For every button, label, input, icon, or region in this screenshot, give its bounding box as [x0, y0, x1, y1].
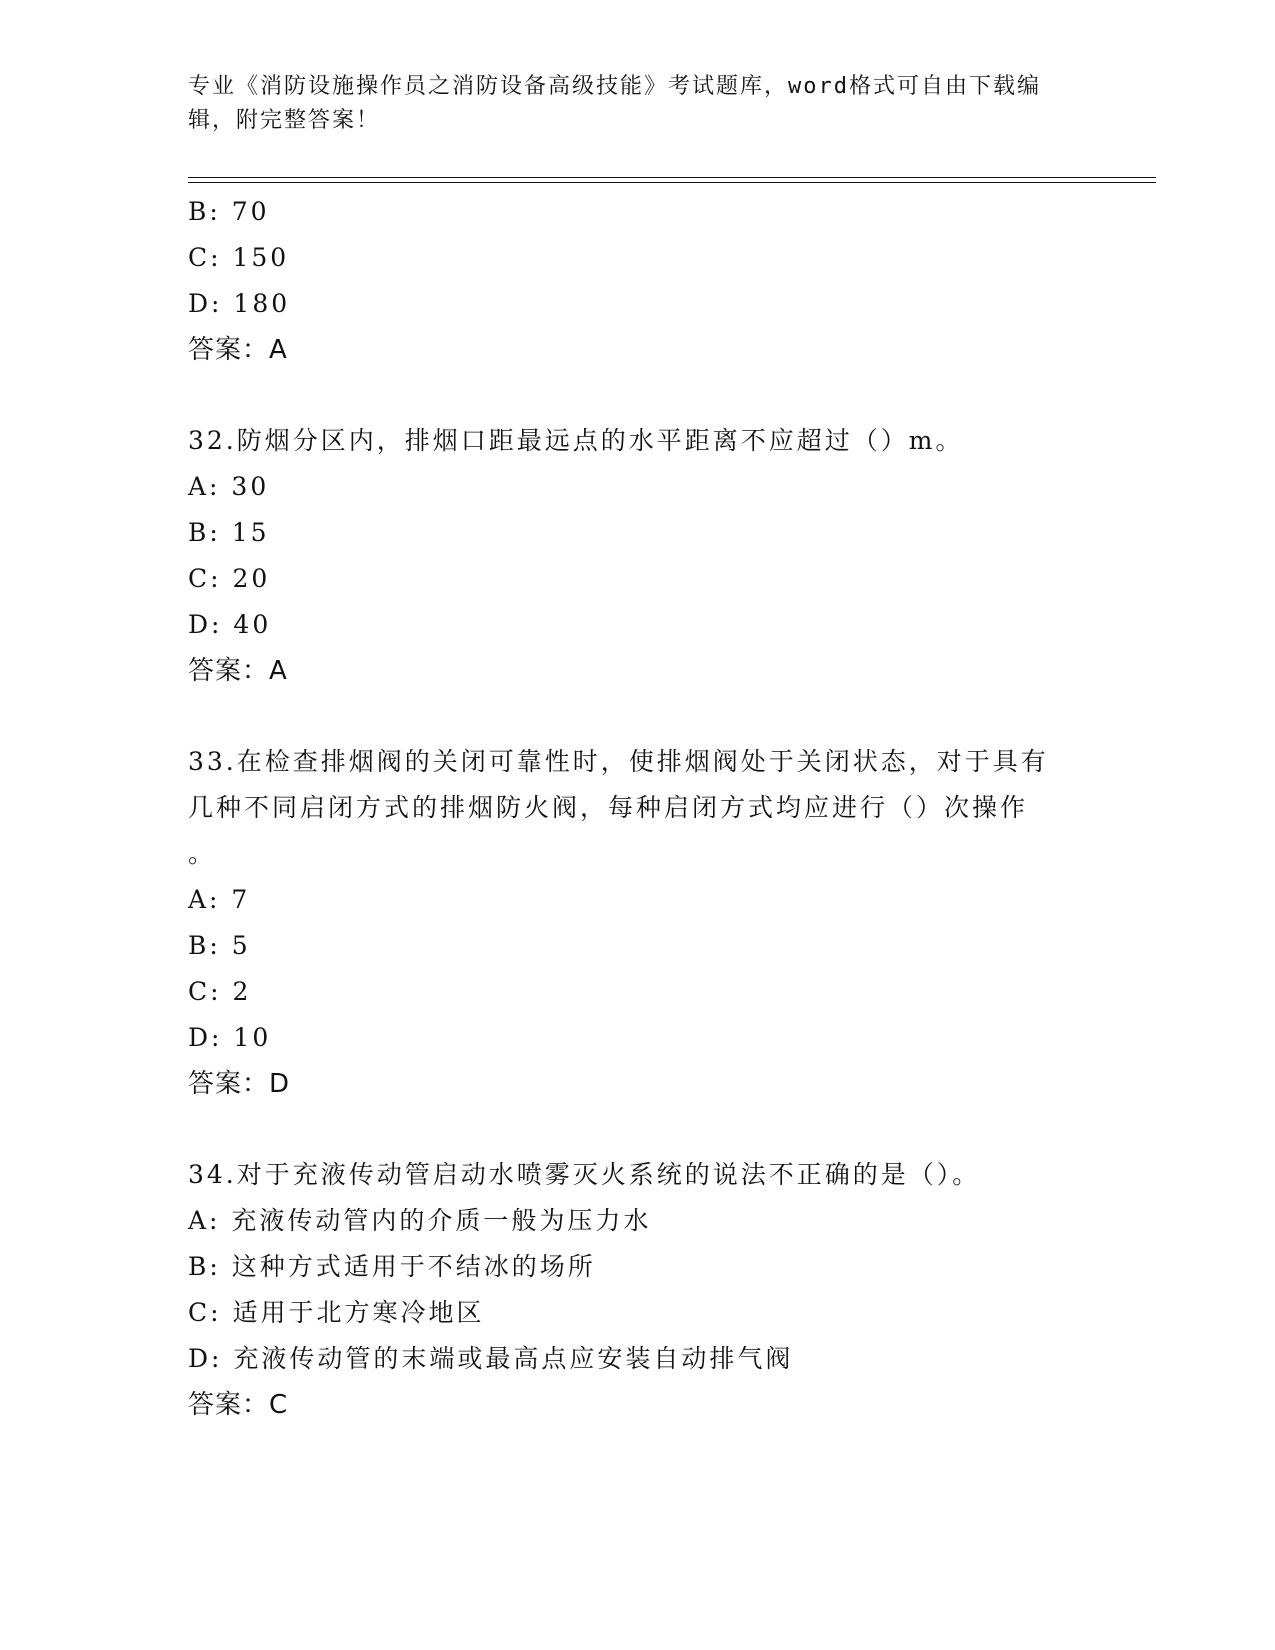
- option-b: B: 15: [188, 518, 270, 547]
- question-block-31: [188, 189, 1088, 373]
- question-list: [188, 189, 1088, 1428]
- question-block-34: [188, 1152, 1088, 1428]
- option-b: B: 5: [188, 931, 251, 960]
- option-b: B: 这种方式适用于不结冰的场所: [188, 1252, 596, 1281]
- option-c: C: 2: [188, 977, 252, 1006]
- option-b: B: 70: [188, 197, 270, 226]
- spacer: [188, 694, 1088, 739]
- question-block-32: [188, 418, 1088, 694]
- option-c: C: 150: [188, 243, 290, 272]
- answer-line: 答案：D: [188, 1069, 291, 1099]
- question-stem: 32.防烟分区内，排烟口距最远点的水平距离不应超过（）m。: [188, 426, 964, 455]
- option-d: D: 40: [188, 610, 272, 639]
- option-a: A: 充液传动管内的介质一般为压力水: [188, 1206, 652, 1235]
- option-d: D: 180: [188, 289, 291, 318]
- answer-line: 答案：A: [188, 335, 288, 365]
- header-rule-bottom: [188, 182, 1156, 183]
- answer-line: 答案：C: [188, 1390, 289, 1420]
- option-a: A: 7: [188, 885, 251, 914]
- option-c: C: 适用于北方寒冷地区: [188, 1298, 485, 1327]
- spacer: [188, 373, 1088, 418]
- spacer: [188, 1107, 1088, 1152]
- question-block-33: [188, 739, 1088, 1107]
- question-stem-line-2: 几种不同启闭方式的排烟防火阀，每种启闭方式均应进行（）次操作: [188, 793, 1029, 822]
- question-stem-line-3: 。: [188, 839, 217, 868]
- header-rule-top: [188, 177, 1156, 178]
- document-header: 专业《消防设施操作员之消防设备高级技能》考试题库，word格式可自由下载编辑，附完整答案！: [188, 74, 1041, 133]
- option-d: D: 10: [188, 1023, 272, 1052]
- answer-line: 答案：A: [188, 656, 288, 686]
- option-d: D: 充液传动管的末端或最高点应安装自动排气阀: [188, 1344, 794, 1373]
- question-stem-line-1: 33.在检查排烟阀的关闭可靠性时，使排烟阀处于关闭状态，对于具有: [188, 747, 1049, 776]
- option-a: A: 30: [188, 472, 270, 501]
- question-stem: 34.对于充液传动管启动水喷雾灭火系统的说法不正确的是（）。: [188, 1160, 981, 1189]
- option-c: C: 20: [188, 564, 271, 593]
